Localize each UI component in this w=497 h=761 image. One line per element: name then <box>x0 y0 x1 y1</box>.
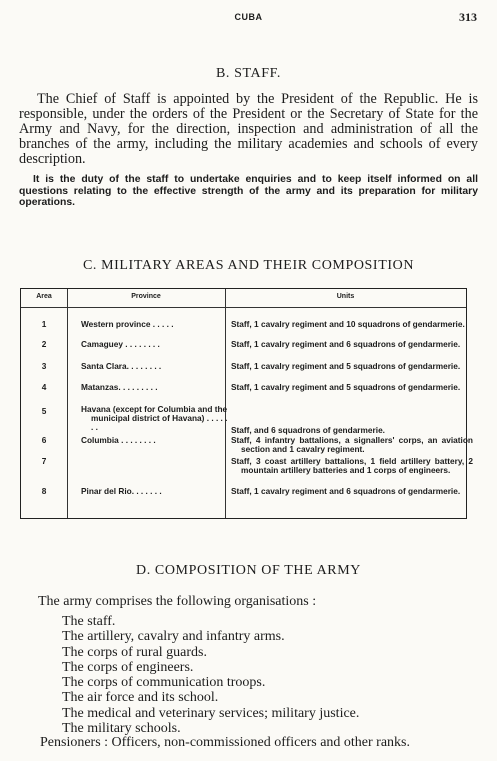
table-cell-area: 4 <box>41 382 47 392</box>
table-cell-area: 7 <box>41 456 47 466</box>
page-number: 313 <box>459 10 477 24</box>
military-areas-table <box>20 288 473 519</box>
table-cell-province: Pinar del Rio. . . . . . . <box>81 486 162 496</box>
column-header-province: Province <box>131 293 161 300</box>
table-cell-units: Staff, 1 cavalry regiment and 10 squadrons of gendarmerie. <box>231 319 465 329</box>
table-cell-units: Staff, 1 cavalry regiment and 5 squadrons of gendarmerie. <box>231 361 461 371</box>
table-cell-area: 6 <box>41 435 47 445</box>
section-c-title: C. MILITARY AREAS AND THEIR COMPOSITION <box>82 258 415 273</box>
table-cell-units: Staff, 1 cavalry regiment and 6 squadrons of gendarmerie. <box>231 486 461 496</box>
list-item: The air force and its school. <box>62 690 219 706</box>
list-item: The corps of rural guards. <box>62 644 208 660</box>
column-header-area: Area <box>36 293 52 300</box>
list-item: The medical and veterinary services; military justice. <box>62 705 360 721</box>
table-cell-units: Staff, 4 infantry battalions, a signallers' corps, an aviation section and 1 cavalry regiment. <box>231 435 473 455</box>
table-cell-units: Staff, 3 coast artillery battalions, 1 field artillery battery, 2 mountain artillery batteries and 1 corps of engineers. <box>231 456 473 476</box>
pensioners-line: Pensioners : Officers, non-commissioned officers and other ranks. <box>40 735 411 750</box>
table-cell-province: Camaguey . . . . . . . . <box>81 339 160 349</box>
list-item: The corps of communication troops. <box>62 675 266 691</box>
table-header-divider <box>21 307 466 308</box>
table-cell-province: Western province . . . . . <box>81 319 174 329</box>
staff-paragraph-1: The Chief of Staff is appointed by the President of the Republic. He is responsible, under the orders of the President or the Secretary of State for the Army and Navy, for the direction, inspection and administration of all the branches of the army, including the military academies and schools of every description. <box>19 91 478 167</box>
column-header-units: Units <box>336 293 355 300</box>
running-header: CUBA <box>234 12 263 22</box>
list-item: The staff. <box>62 614 116 629</box>
table-cell-province: Havana (except for Columbia and the municipal district of Havana) . . . . . . . <box>81 404 228 433</box>
table-cell-area: 2 <box>41 339 47 349</box>
table-cell-area: 5 <box>41 406 47 416</box>
table-column-divider <box>67 289 68 518</box>
table-cell-units: Staff, and 6 squadrons of gendarmerie. <box>231 425 385 435</box>
organisations-intro: The army comprises the following organisations : <box>38 594 317 609</box>
table-cell-area: 8 <box>41 486 47 496</box>
list-item: The military schools. <box>62 721 181 737</box>
table-cell-province: Columbia . . . . . . . . <box>81 435 156 445</box>
section-d-title: D. COMPOSITION OF THE ARMY <box>136 563 361 578</box>
table-cell-units: Staff, 1 cavalry regiment and 6 squadrons of gendarmerie. <box>231 339 461 349</box>
table-cell-units: Staff, 1 cavalry regiment and 5 squadrons of gendarmerie. <box>231 382 461 392</box>
table-cell-province: Matanzas. . . . . . . . . <box>81 382 158 392</box>
table-cell-area: 1 <box>41 319 47 329</box>
list-item: The artillery, cavalry and infantry arms. <box>62 629 285 645</box>
staff-paragraph-2: It is the duty of the staff to undertake enquiries and to keep itself informed on all questions relating to the effective strength of the army and its preparation for military operations. <box>19 174 478 208</box>
section-b-title: B. STAFF. <box>215 66 282 81</box>
organisations-list <box>62 614 359 736</box>
table-cell-province: Santa Clara. . . . . . . . <box>81 361 162 371</box>
table-cell-area: 3 <box>41 361 47 371</box>
list-item: The corps of engineers. <box>62 659 194 675</box>
